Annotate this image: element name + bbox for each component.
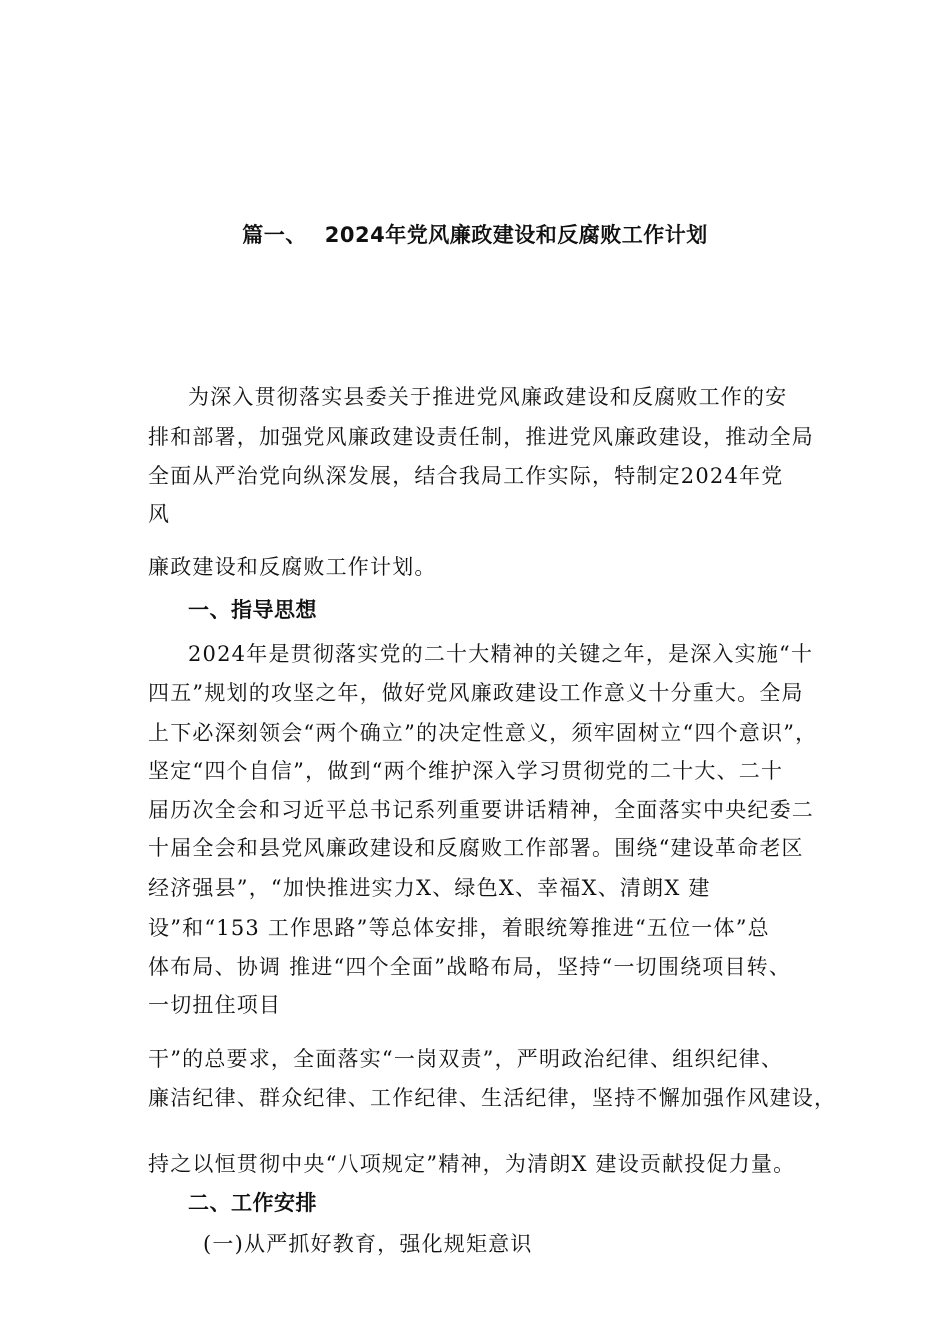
paragraph-line: 经济强县”，“加快推进实力X、绿色X、幸福X、清朗X 建 xyxy=(148,876,711,900)
title-main: 2024年党风廉政建设和反腐败工作计划 xyxy=(324,223,708,247)
paragraph-line: 设”和“153 工作思路”等总体安排，着眼统筹推进“五位一体”总 xyxy=(148,916,770,940)
paragraph-line: 四五”规划的攻坚之年，做好党风廉政建设工作意义十分重大。全局 xyxy=(148,681,804,705)
paragraph-line: 十届全会和县党风廉政建设和反腐败工作部署。围绕“建设革命老区 xyxy=(148,836,804,860)
paragraph-line: 持之以恒贯彻中央“八项规定”精神，为清朗X 建设贡献投促力量。 xyxy=(148,1152,796,1176)
intro-line: 风 xyxy=(148,502,171,526)
intro-line: 为深入贯彻落实县委关于推进党风廉政建设和反腐败工作的安 xyxy=(188,385,788,409)
paragraph-line: 坚定“四个自信”，做到“两个维护深入学习贯彻党的二十大、二十 xyxy=(148,759,784,783)
paragraph-line: 上下必深刻领会“两个确立”的决定性意义，须牢固树立“四个意识”， xyxy=(148,721,818,745)
section-heading-guiding-ideology: 一、指导思想 xyxy=(188,598,317,622)
paragraph-line: 廉洁纪律、群众纪律、工作纪律、生活纪律，坚持不懈加强作风建设， xyxy=(148,1086,837,1110)
section-heading-work-arrangement: 二、工作安排 xyxy=(188,1191,317,1215)
intro-line: 排和部署，加强党风廉政建设责任制，推进党风廉政建设，推动全局 xyxy=(148,425,814,449)
paragraph-line: 体布局、协调 推进“四个全面”战略布局，坚持“一切围绕项目转、 xyxy=(148,955,792,979)
document-title xyxy=(0,221,950,249)
paragraph-line: 一切扭住项目 xyxy=(148,993,282,1017)
intro-line: 全面从严治党向纵深发展，结合我局工作实际，特制定2024年党 xyxy=(148,464,784,488)
paragraph-line: 届历次全会和习近平总书记系列重要讲话精神，全面落实中央纪委二 xyxy=(148,798,814,822)
subsection-heading: (一)从严抓好教育，强化规矩意识 xyxy=(203,1232,533,1256)
paragraph-line: 干”的总要求，全面落实“一岗双责”，严明政治纪律、组织纪律、 xyxy=(148,1047,784,1071)
paragraph-line: 2024年是贯彻落实党的二十大精神的关键之年，是深入实施“十 xyxy=(188,642,814,666)
title-prefix: 篇一、 xyxy=(242,223,307,247)
intro-line: 廉政建设和反腐败工作计划。 xyxy=(148,555,437,579)
